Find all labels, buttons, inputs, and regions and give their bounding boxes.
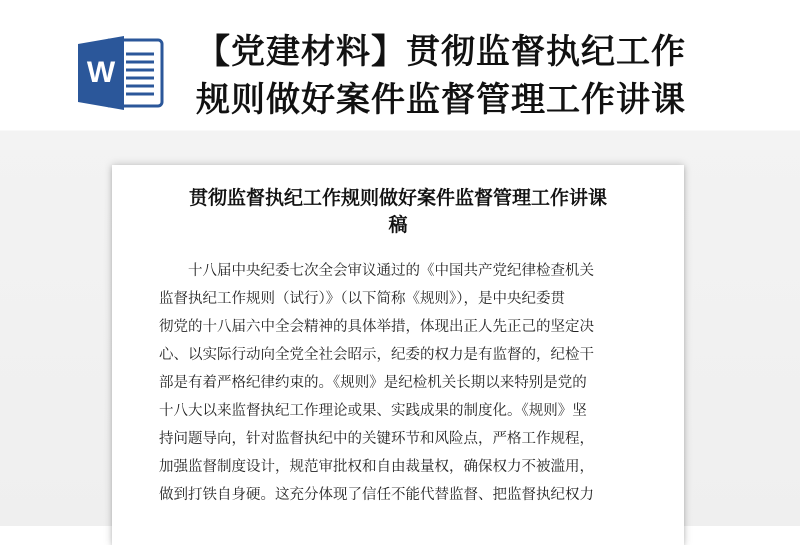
header-title [196,28,756,124]
body-line: 彻党的十八届六中全会精神的具体举措，体现出正人先正己的坚定决 [159,319,594,335]
header-title-line: 【党建材料】贯彻监督执纪工作 [196,32,686,72]
document-title-line: 稿 [388,214,408,236]
document-body [159,257,649,509]
document-title-line: 贯彻监督执纪工作规则做好案件监督管理工作讲课 [188,187,607,209]
body-line: 十八届中央纪委七次全会审议通过的《中国共产党纪律检查机关 [159,263,594,279]
body-line: 十八大以来监督执纪工作理论或果、实践成果的制度化。《规则》坚 [159,403,587,419]
body-line: 心、以实际行动向全党全社会昭示，纪委的权力是有监督的，纪检干 [159,347,594,363]
word-icon [76,34,166,112]
body-line: 加强监督制度设计，规范审批权和自由裁量权，确保权力不被滥用， [159,459,594,475]
body-line: 做到打铁自身硬。这充分体现了信任不能代替监督、把监督执纪权力 [159,487,594,503]
header-title-line: 规则做好案件监督管理工作讲课 [196,80,686,120]
body-line: 监督执纪工作规则（试行）》（以下简称《规则》），是中央纪委贯 [159,291,565,307]
svg-text:W: W [86,56,116,89]
header [0,0,800,140]
document-page [112,165,684,545]
document-title [112,185,684,239]
body-line: 持问题导向，针对监督执纪中的关键环节和风险点，严格工作规程， [159,431,594,447]
body-line: 部是有着严格纪律约束的。《规则》是纪检机关长期以来特别是党的 [159,375,587,391]
